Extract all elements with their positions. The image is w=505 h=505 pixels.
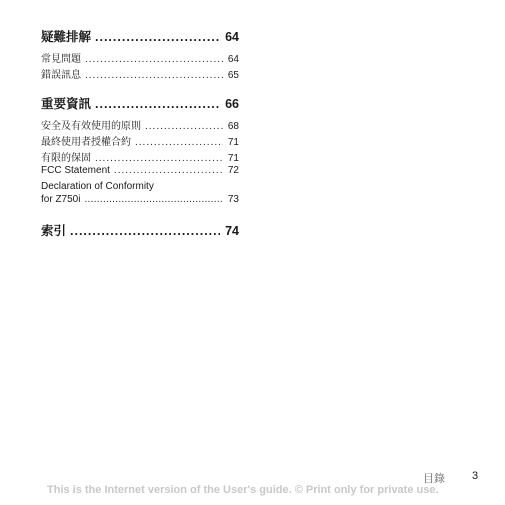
toc-entry-second-line [41,194,239,209]
dot-leader [114,165,223,176]
toc-entry-title-continued: for Z750i [41,194,81,205]
dot-leader [95,30,220,44]
toc-heading-page: 66 [225,97,239,111]
table-of-contents [41,27,239,244]
toc-entry[interactable] [41,50,239,66]
footer-page-number: 3 [472,470,479,482]
toc-entry[interactable] [41,133,239,149]
toc-entry[interactable] [41,181,239,209]
toc-heading[interactable] [41,94,239,112]
toc-heading-page: 64 [225,30,239,44]
dot-leader [95,153,223,164]
toc-section-troubleshooting [41,27,239,82]
toc-heading-page: 74 [225,224,239,238]
dot-leader [84,194,222,205]
toc-entry-page: 72 [227,165,239,176]
toc-section-index [41,221,239,239]
toc-entry-title: FCC Statement [41,165,110,176]
footer-note: This is the Internet version of the User's guide. © Print only for private use. [47,484,439,496]
dot-leader [135,137,223,148]
toc-entry-title: 安全及有效使用的原則 [41,121,141,132]
footer-section-label: 目錄 [423,473,445,485]
toc-heading-title: 重要資訊 [41,97,92,111]
dot-leader [70,224,220,238]
toc-entry-title: 錯誤訊息 [41,70,81,81]
dot-leader [85,70,223,81]
toc-entry-title: 有限的保固 [41,153,91,164]
toc-entry[interactable] [41,165,239,181]
toc-entry-page: 64 [227,54,239,65]
toc-entry-page: 71 [227,153,239,164]
toc-entry-page: 71 [227,137,239,148]
toc-entry-title: 最終使用者授權合約 [41,137,131,148]
toc-entry-title: Declaration of Conformity [41,181,154,192]
toc-entry-page: 68 [227,121,239,132]
toc-entry[interactable] [41,149,239,165]
toc-entry[interactable] [41,66,239,82]
dot-leader [95,97,220,111]
toc-heading[interactable] [41,27,239,45]
toc-heading-title: 索引 [41,224,67,238]
dot-leader [145,121,223,132]
toc-entry-page: 65 [227,70,239,81]
toc-section-important-info [41,94,239,209]
toc-entry-title: 常見問題 [41,54,81,65]
toc-entry[interactable] [41,117,239,133]
toc-heading-title: 疑難排解 [41,30,92,44]
toc-entry-page: 73 [227,194,239,205]
toc-heading[interactable] [41,221,239,239]
dot-leader [85,54,223,65]
